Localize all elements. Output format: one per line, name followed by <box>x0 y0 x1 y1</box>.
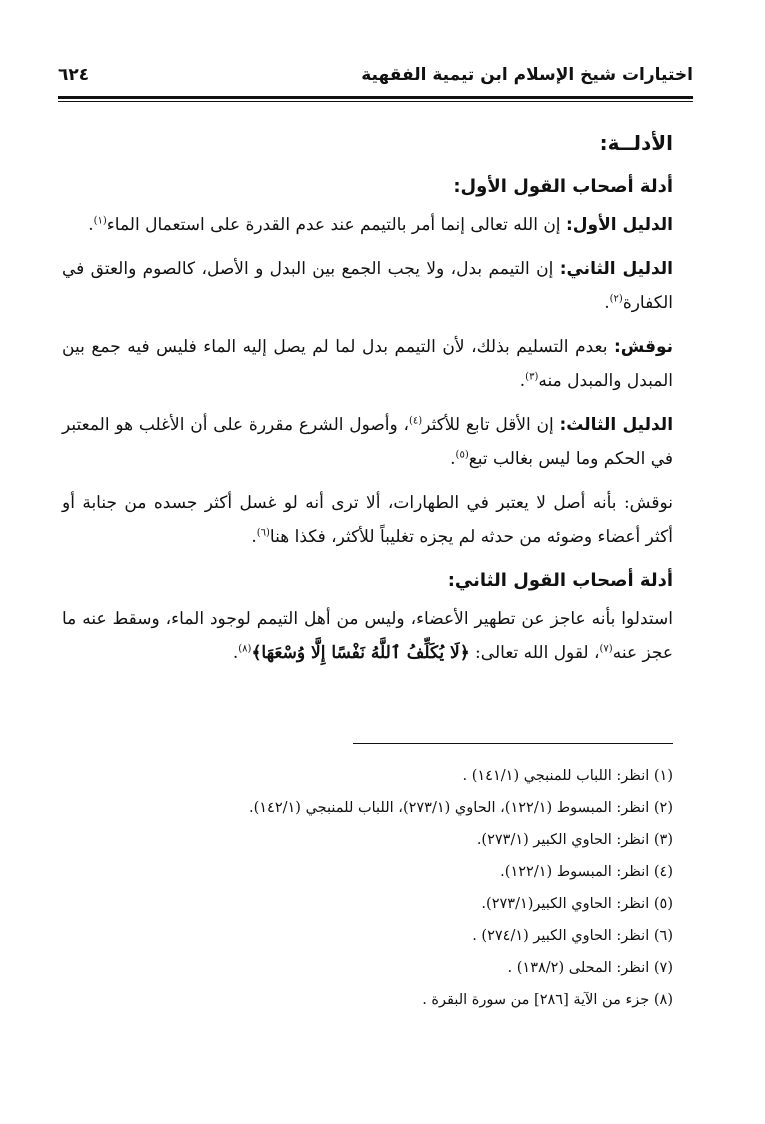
footnote: (٨) جزء من الآية [٢٨٦] من سورة البقرة . <box>422 992 673 1008</box>
paragraph-end: . <box>251 527 257 547</box>
header-rule-thin <box>58 101 693 102</box>
paragraph-4-text-2: ، وأصول الشرع مقررة على أن الأغلب هو المعتبر في الحكم وما ليس بغالب تبع <box>62 415 673 469</box>
paragraph-4-label: الدليل الثالث: <box>559 415 674 435</box>
paragraph-end: . <box>88 215 94 235</box>
paragraph-6-text-2: ، لقول الله تعالى: <box>469 643 600 663</box>
footnote: (١) انظر: اللباب للمنبجي (١٤١/١) . <box>462 768 673 784</box>
footnote-ref: (٥) <box>455 449 469 461</box>
paragraph-end: . <box>232 643 239 663</box>
quran-verse: ﴿لَا يُكَلِّفُ ٱللَّهُ نَفْسًا إِلَّا وُسْعَهَا﴾ <box>251 643 470 663</box>
paragraph-2-label: الدليل الثاني: <box>559 259 674 279</box>
footnote-ref: (٨) <box>238 643 252 655</box>
paragraph-3 <box>62 330 673 398</box>
paragraph-3-label: نوقش: <box>613 337 673 357</box>
subsection-heading-first: أدلة أصحاب القول الأول: <box>453 176 673 197</box>
footnote: (٥) انظر: الحاوي الكبير(٢٧٣/١). <box>481 896 673 912</box>
paragraph-6 <box>62 602 673 670</box>
footnote: (٤) انظر: المبسوط (١٢٢/١). <box>500 864 673 880</box>
footnote-separator <box>353 743 673 744</box>
running-header <box>58 58 693 92</box>
main-text <box>62 118 673 680</box>
paragraph-2-text: إن التيمم بدل، ولا يجب الجمع بين البدل و الأصل، كالصوم والعتق في الكفارة <box>62 259 673 313</box>
subsection-heading-second: أدلة أصحاب القول الثاني: <box>447 570 673 591</box>
paragraph-4-text: إن الأقل تابع للأكثر <box>422 415 560 435</box>
footnote-ref: (٦) <box>256 527 270 539</box>
footnote-ref: (٧) <box>599 643 613 655</box>
paragraph-1-text: إن الله تعالى إنما أمر بالتيمم عند عدم القدرة على استعمال الماء <box>106 215 566 235</box>
header-rule-thick <box>58 96 693 99</box>
paragraph-end: . <box>519 371 526 391</box>
footnote-ref: (٤) <box>409 415 423 427</box>
footnote: (٧) انظر: المحلى (١٣٨/٢) . <box>507 960 673 976</box>
paragraph-4 <box>62 408 673 476</box>
footnote-ref: (١) <box>93 215 107 227</box>
footnote: (٦) انظر: الحاوي الكبير (٢٧٤/١) . <box>472 928 673 944</box>
paragraph-2 <box>62 252 673 320</box>
paragraph-6-text: استدلوا بأنه عاجز عن تطهير الأعضاء، وليس من أهل التيمم لوجود الماء، وسقط عنه ما عجز عنه <box>62 609 673 663</box>
paragraph-5-text: نوقش: بأنه أصل لا يعتبر في الطهارات، ألا ترى أنه لو غسل أكثر جسده من جنابة أو أكثر أعضاء وضوئه من حدثه لم يجزه تغليباً للأكثر، فكذا هنا <box>62 493 673 547</box>
footnote-ref: (٢) <box>609 293 623 305</box>
running-title: اختيارات شيخ الإسلام ابن تيمية الفقهية <box>361 65 693 85</box>
paragraph-3-text: بعدم التسليم بذلك، لأن التيمم بدل لما لم يصل إليه الماء فليس فيه جمع بين المبدل والمبدل منه <box>62 337 673 391</box>
page-number: ٦٢٤ <box>58 65 90 85</box>
section-heading: الأدلــة: <box>599 131 673 155</box>
paragraph-5 <box>62 486 673 554</box>
paragraph-1-label: الدليل الأول: <box>565 215 673 235</box>
footnote: (٢) انظر: المبسوط (١٢٢/١)، الحاوي (٢٧٣/١)، اللباب للمنبجي (١٤٢/١). <box>248 800 673 816</box>
paragraph-1 <box>62 208 673 242</box>
paragraph-end: . <box>450 449 456 469</box>
footnotes <box>62 760 673 1016</box>
paragraph-end: . <box>604 293 610 313</box>
footnote-ref: (٣) <box>525 371 539 383</box>
footnote: (٣) انظر: الحاوي الكبير (٢٧٣/١). <box>476 832 673 848</box>
